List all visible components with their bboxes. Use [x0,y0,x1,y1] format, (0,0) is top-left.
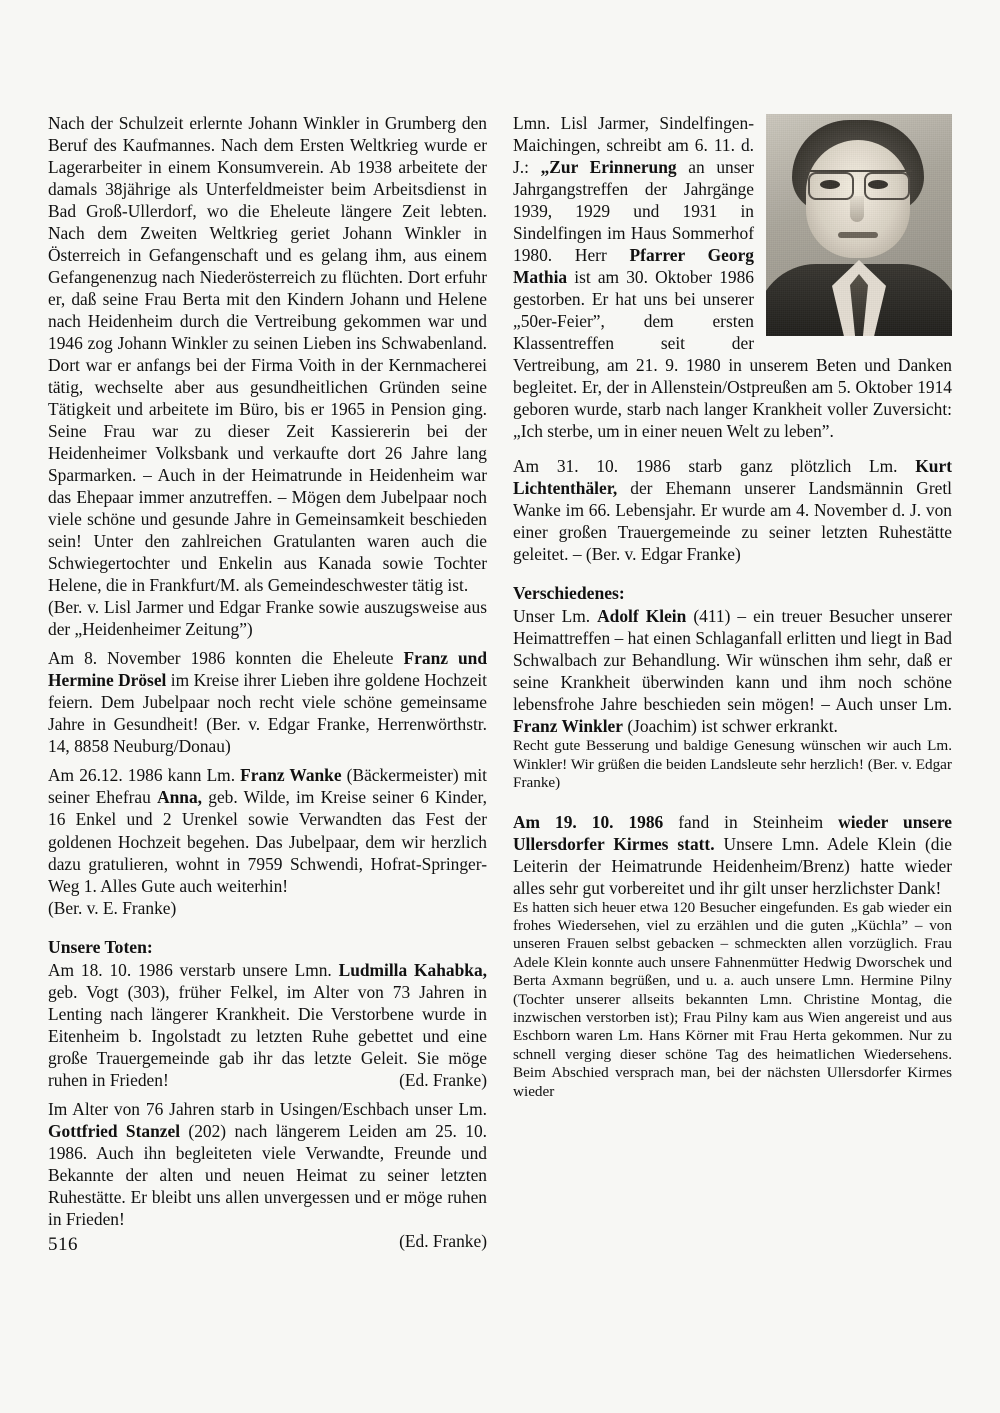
kirmes-date: Am 19. 10. 1986 [513,811,664,832]
wanke-text-after: geb. Wilde, im Kreise seiner 6 Kinder, 16 Enkel und 2 Urenkel sowie Verwandten das Fest der goldenen Hochzeit begehen. Das Jubelpaar, dem wir herzlich dazu gratulieren, wohnt in 7959 Schwendi, Hofrat-Springer-Weg 1. Alles Gute auch weiterhin! [48,787,487,896]
page-content [48,112,952,1352]
two-column-layout [48,112,953,1255]
stanzel-text-after: (202) nach längerem Leiden am 25. 10. 1986. Auch ihn begleiteten viele Verwandte, Freunde und Bekannte der alten und neuen Heimat zu seiner letzten Ruhestätte. Er bleibt uns allen unvergessen und er möge ruhen in Frieden! [48,1120,487,1229]
paragraph-kirmes-details: Es hatten sich heuer etwa 120 Besucher eingefunden. Es gab wieder ein frohes Wiedersehen, viel zu erzählen und die guten „Küchla” – von unseren Frauen selbst gebacken – schmeckten allen vorzüglich. Frau Adele Klein konnte auch unsere Fahnenmütter Hedwig Dworschek und Berta Axmann begrüßen, und u. a. auch unsere Lmn. Hermine Pilny (Tochter unserer allseits bekannten Lmn. Christine Montag, die inzwischen verstorben ist); Frau Pilny kam aus Wien angereist und aus Eschborn waren Lm. Hans Körner mit Frau Herta gekommen. Nur zu schnell verging dieser schöne Tag des heimatlichen Wiedersehens. Beim Abschied versprach man, bei der nächsten Ullersdorfer Kirmes wieder [513,898,952,1100]
paragraph-stanzel-source: (Ed. Franke) [399,1230,487,1251]
kahabka-name: Ludmilla Kahabka, [338,959,487,980]
portrait-photo-image [766,114,952,336]
wanke-wife-name: Anna, [157,787,203,808]
paragraph-source-note-winkler: (Ber. v. Lisl Jarmer und Edgar Franke sowie auszugsweise aus der „Heidenheimer Zeitung”) [48,597,487,640]
paragraph-wanke-source: (Ber. v. E. Franke) [48,897,177,918]
kirmes-middle: fand in Steinheim [663,811,839,832]
klein-before: Unser Lm. [513,606,598,627]
left-column [48,112,488,1255]
paragraph-klein [513,605,952,737]
stanzel-text-before: Im Alter von 76 Jahren starb in Usingen/Eschbach unser Lm. [48,1098,487,1119]
page-number: 516 [48,1233,78,1255]
kirmes-title: wieder unsere Ullersdorfer Kirmes statt. [513,811,952,854]
jarmer-intro: Lmn. Lisl Jarmer, Sindelfingen-Maichingen, schreibt am 6. 11. d. J.: [513,113,754,178]
jarmer-herr-after: ist am 30. Oktober 1986 gestorben. Er hat uns bei unserer „50er-Feier”, dem ersten Klassentreffen seit der Vertreibung, am 21. 9. 1980 in unserem Beten und Danken begleitet. Er, der in Allenstein/Ostpreußen am 5. Oktober 1914 geboren wurde, starb nach langer Krankheit voller Zuversicht: „Ich sterbe, um in einer neuen Welt zu leben”. [513,267,952,442]
droesel-text-before: Am 8. November 1986 konnten die Eheleute [48,648,404,669]
jarmer-title: „Zur Erinnerung [540,157,677,178]
kahabka-text-before: Am 18. 10. 1986 verstarb unsere Lmn. [48,959,339,980]
wanke-text-middle: (Bäckermeister) mit seiner Ehefrau [48,765,487,808]
klein-after2: (Joachim) ist schwer erkrankt. [622,716,838,737]
droesel-text-after: im Kreise ihrer Lieben ihre goldene Hochzeit feiern. Dem Jubelpaar noch recht viele schöne gemeinsame Jahre in Gesundheit! (Ber. v. Edgar Franke, Herrenwörthstr. 14, 8858 Neuburg/Donau) [48,670,488,757]
lichtenthaeler-after: der Ehemann unserer Landsmännin Gretl Wanke im 66. Lebensjahr. Er wurde am 4. November d. J. von einer großen Trauergemeinde zu seiner letzten Ruhestätte geleitet. – (Ber. v. Edgar Franke) [513,478,952,565]
paragraph-stanzel [48,1098,487,1230]
heading-unsere-toten: Unsere Toten: [48,936,153,957]
adolf-klein-name: Adolf Klein [597,606,687,627]
right-column [513,112,952,1252]
droesel-name: Franz und Hermine Drösel [48,648,487,691]
paragraph-winkler-biography: Nach der Schulzeit erlernte Johann Winkler in Grumberg den Beruf des Kaufmannes. Nach dem Ersten Weltkrieg wurde er Lagerarbeiter in einem Konsumverein. Ab 1938 arbeitete der damals 38jährige als Unterfeldmeister beim Arbeitsdienst in Bad Groß-Ullerdorf, wo die Eheleute längere Zeit lebten. Nach dem Zweiten Weltkrieg geriet Johann Winkler in Österreich in Gefangenschaft und es gelang ihm, aus einem Gefangenenzug nach Niederösterreich zu flüchten. Dort erfuhr er, daß seine Frau Berta mit den Kindern Johann und Helene nach Heidenheim durch die Vertreibung gekommen war und 1946 zog Johann Winkler zu seinen Lieben ins Schwabenland. Dort war er anfangs bei der Firma Voith in der Kernmacherei tätig, wechselte aber aus gesundheitlichen Gründen seine Tätigkeit und arbeitete im Büro, bis er 1965 in Pension ging. Seine Frau war zu dieser Zeit Kassiererin bei der Heidenheimer Volksbank und verkaufte dort 26 Jahre lang Sparmarken. – Auch in der Heimatrunde in Heidenheim war das Ehepaar immer anzutreffen. – Mögen dem Jubelpaar noch viele schöne und gesunde Jahre in Gemeinsamkeit beschieden sein! Unter den zahlreichen Gratulanten waren auch die Schwiegertochter und Enkelin aus Kanada sowie Tochter Helene, die in Frankfurt/M. als Gemeindeschwester tätig ist. [48,113,487,596]
pfarrer-mathia-name: Pfarrer Georg Mathia [513,245,754,288]
jarmer-herr-before: Herr [574,245,630,266]
paragraph-kahabka-source: (Ed. Franke) [399,1069,487,1090]
kahabka-text-after: geb. Vogt (303), früher Felkel, im Alter von 73 Jahren in Lenting nach längerer Krankheit. Die Verstorbene wurde in Eitenheim b. Ingolstadt zu letzten Ruhe gebettet und eine große Trauergemeinde gab ihr das letzte Geleit. Sie möge ruhen in Frieden! [48,981,487,1090]
photo-grain-overlay [766,114,952,336]
franz-winkler-name: Franz Winkler [513,716,623,737]
heading-verschiedenes: Verschiedenes: [513,583,625,604]
portrait-photo [766,114,952,336]
stanzel-name: Gottfried Stanzel [48,1120,181,1141]
lichtenthaeler-before: Am 31. 10. 1986 starb ganz plötzlich Lm. [513,456,916,477]
lichtenthaeler-name: Kurt Lichtenthäler, [513,456,952,499]
kirmes-after: Unsere Lmn. Adele Klein (die Leiterin der Heimatrunde Heidenheim/Brenz) hatte wieder alles sehr gut vorbereitet und ihr gilt unser herzlichster Dank! [513,833,953,898]
paragraph-droesel [48,647,487,757]
klein-after: (411) – ein treuer Besucher unserer Heimattreffen – hat einen Schlaganfall erlitten und liegt in Bad Schwalbach zur Behandlung. Wir wünschen ihm sehr, daß er seine Krankheit überwinden kann und ihm noch schöne lebensfrohe Jahre beschieden sein mögen! – Auch unser Lm. [513,606,952,715]
paragraph-kirmes [513,811,952,899]
wanke-text-before: Am 26.12. 1986 kann Lm. [48,765,241,786]
paragraph-lichtenthaeler [513,455,952,565]
jarmer-after-title: an unser Jahrgangstreffen der Jahrgänge 1939, 1929 und 1931 in Sindelfingen im Haus Sommerhof 1980. [513,157,754,266]
wanke-name: Franz Wanke [240,765,342,786]
paragraph-besserung: Recht gute Besserung und baldige Genesung wünschen wir auch Lm. Winkler! Wir grüßen die beiden Landsleute sehr herzlich! (Ber. v. Edgar Franke) [513,737,952,792]
paragraph-wanke [48,764,487,896]
